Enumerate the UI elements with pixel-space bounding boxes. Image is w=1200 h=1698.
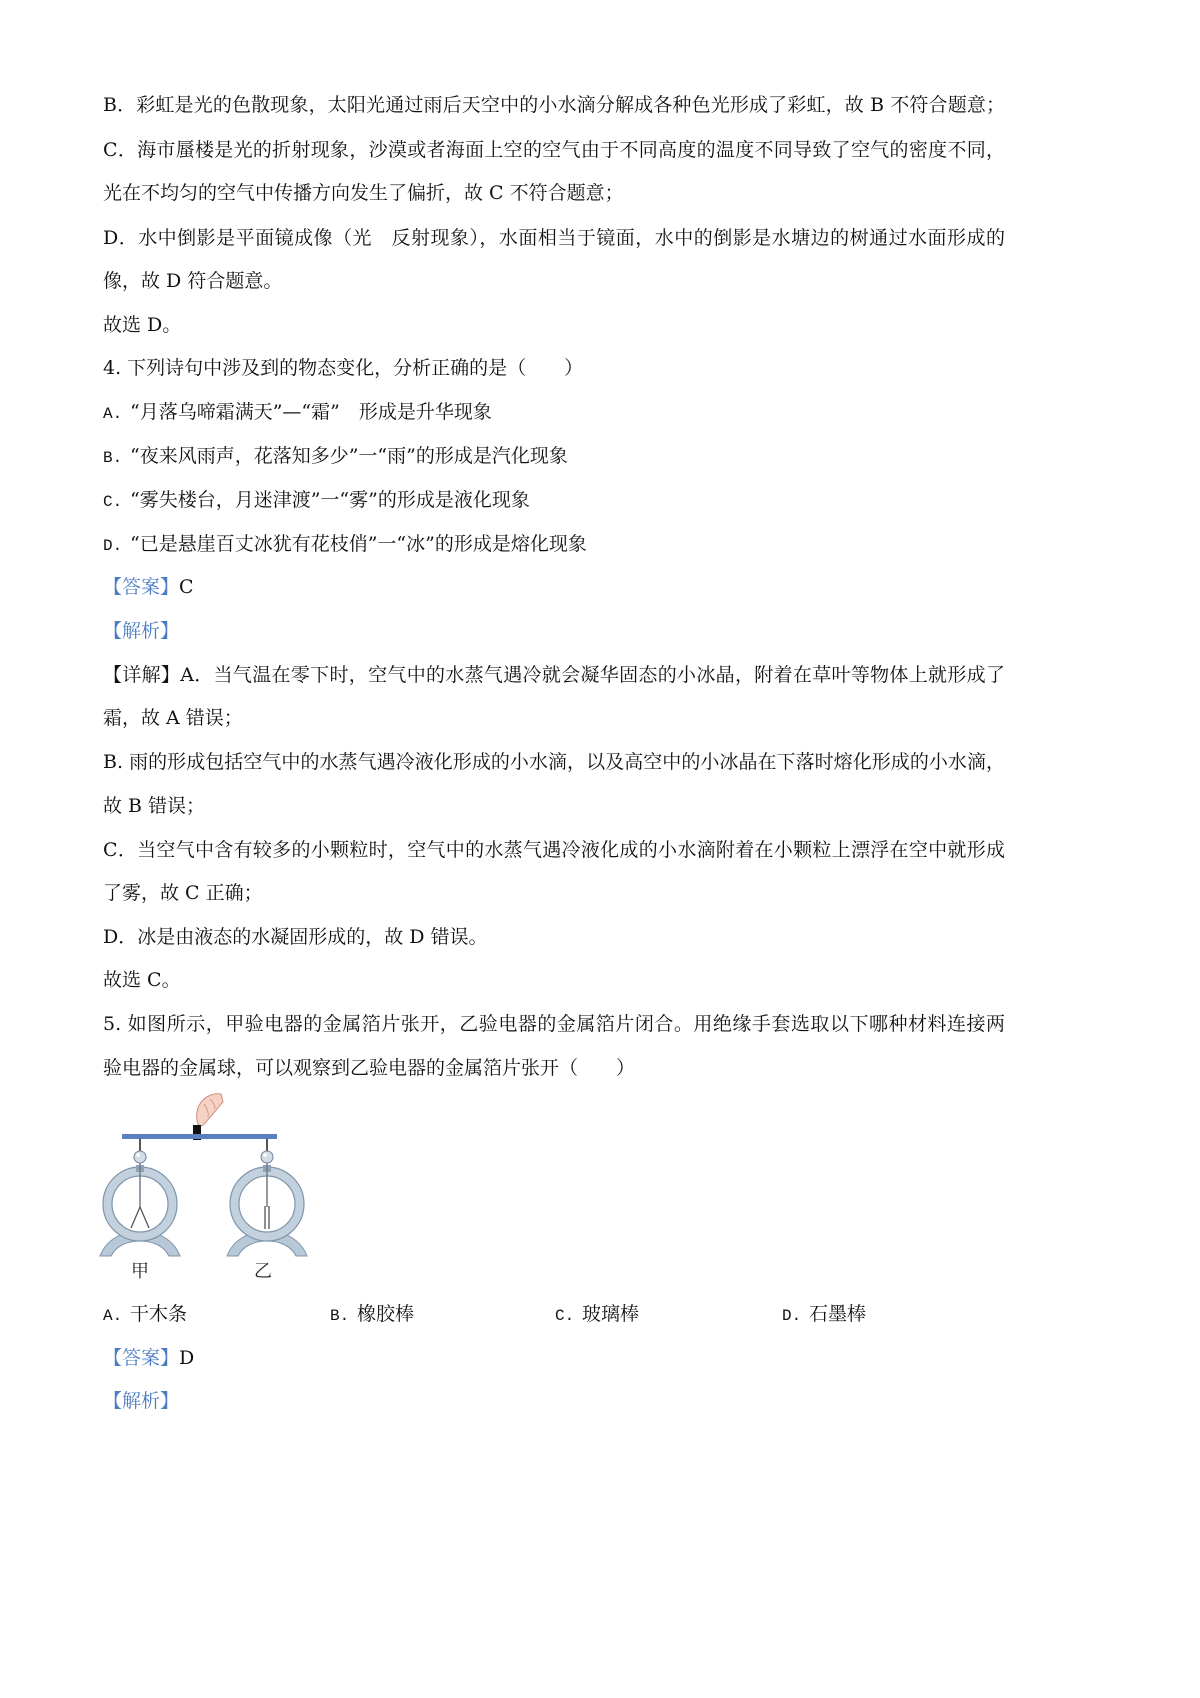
q4-detail-line-1 <box>103 663 1005 687</box>
electroscope-jia <box>100 1139 180 1256</box>
q5-stem-line-2: 验电器的金属球，可以观察到乙验电器的金属箔片张开（ ） <box>103 1057 636 1079</box>
option-letter: D. <box>103 537 123 555</box>
q5-option-d <box>782 1302 866 1326</box>
q3-conclusion: 故选 D。 <box>103 314 182 336</box>
option-letter: A. <box>103 405 123 423</box>
q5-answer <box>103 1346 194 1370</box>
q3-explanation-line-1: B．彩虹是光的色散现象，太阳光通过雨后天空中的小水滴分解成各种色光形成了彩虹，故 B 不符合题意； <box>103 94 1005 116</box>
q3-explanation-line-5: 像，故 D 符合题意。 <box>103 270 283 292</box>
option-text: “月落乌啼霜满天”—“霜” 形成是升华现象 <box>130 401 492 423</box>
q4-detail-line-5: C．当空气中含有较多的小颗粒时，空气中的水蒸气遇冷液化成的小水滴附着在小颗粒上漂浮在空中就形成 <box>103 839 1005 861</box>
q4-detail-line-2: 霜，故 A 错误； <box>103 707 243 729</box>
option-text: “雾失楼台，月迷津渡”一“雾”的形成是液化现象 <box>130 489 530 511</box>
q4-option-b <box>103 444 568 468</box>
option-text: 玻璃棒 <box>582 1303 640 1325</box>
hand-icon <box>197 1094 223 1126</box>
q4-analysis-label: 【解析】 <box>103 620 180 642</box>
q3-explanation-line-4: D．水中倒影是平面镜成像（光 反射现象），水面相当于镜面，水中的倒影是水塘边的树通过水面形成的 <box>103 227 1005 249</box>
metal-sphere <box>261 1151 273 1163</box>
q4-answer <box>103 575 194 599</box>
q5-analysis-label: 【解析】 <box>103 1390 180 1412</box>
q3-explanation-line-2: C．海市蜃楼是光的折射现象，沙漠或者海面上空的空气由于不同高度的温度不同导致了空气的密度不同， <box>103 139 1005 161</box>
q4-option-d <box>103 532 587 556</box>
connecting-rod <box>122 1134 277 1139</box>
q3-explanation-line-3: 光在不均匀的空气中传播方向发生了偏折，故 C 不符合题意； <box>103 182 624 204</box>
answer-value: C <box>179 576 194 598</box>
q4-detail-line-4: 故 B 错误； <box>103 795 206 817</box>
option-letter: D. <box>782 1307 802 1325</box>
q4-option-c <box>103 488 530 512</box>
q5-option-c <box>555 1302 639 1326</box>
q4-detail-line-6: 了雾，故 C 正确； <box>103 882 263 904</box>
q4-conclusion: 故选 C。 <box>103 969 181 991</box>
q4-option-a <box>103 400 492 424</box>
figure-label-yi: 乙 <box>254 1261 272 1282</box>
option-letter: B. <box>103 449 123 467</box>
detail-label: 【详解】 <box>103 664 181 686</box>
option-letter: C. <box>103 493 123 511</box>
option-letter: C. <box>555 1307 575 1325</box>
option-letter: A. <box>103 1307 123 1325</box>
metal-sphere <box>134 1151 146 1163</box>
q4-detail-line-3: B. 雨的形成包括空气中的水蒸气遇冷液化形成的小水滴，以及高空中的小冰晶在下落时熔化形成的小水滴， <box>103 751 1005 773</box>
electroscope-yi <box>227 1139 307 1256</box>
option-text: 石墨棒 <box>809 1303 867 1325</box>
q5-option-b <box>330 1302 414 1326</box>
q5-option-a <box>103 1302 187 1326</box>
q5-stem-line-1: 5. 如图所示，甲验电器的金属箔片张开，乙验电器的金属箔片闭合。用绝缘手套选取以下哪种材料连接两 <box>103 1013 1005 1035</box>
q4-detail-line-7: D．冰是由液态的水凝固形成的，故 D 错误。 <box>103 926 488 948</box>
option-letter: B. <box>330 1307 350 1325</box>
detail-text: A．当气温在零下时，空气中的水蒸气遇冷就会凝华固态的小冰晶，附着在草叶等物体上就形成了 <box>180 664 1005 686</box>
electroscope-figure <box>95 1090 315 1262</box>
option-text: 橡胶棒 <box>357 1303 415 1325</box>
option-text: 干木条 <box>130 1303 188 1325</box>
option-text: “夜来风雨声，花落知多少”一“雨”的形成是汽化现象 <box>130 445 568 467</box>
option-text: “已是悬崖百丈冰犹有花枝俏”一“冰”的形成是熔化现象 <box>130 533 587 555</box>
answer-label: 【答案】 <box>103 576 180 598</box>
q4-stem: 4. 下列诗句中涉及到的物态变化，分析正确的是（ ） <box>103 357 584 379</box>
answer-label: 【答案】 <box>103 1347 180 1369</box>
answer-value: D <box>179 1347 195 1369</box>
figure-label-jia: 甲 <box>131 1261 149 1282</box>
